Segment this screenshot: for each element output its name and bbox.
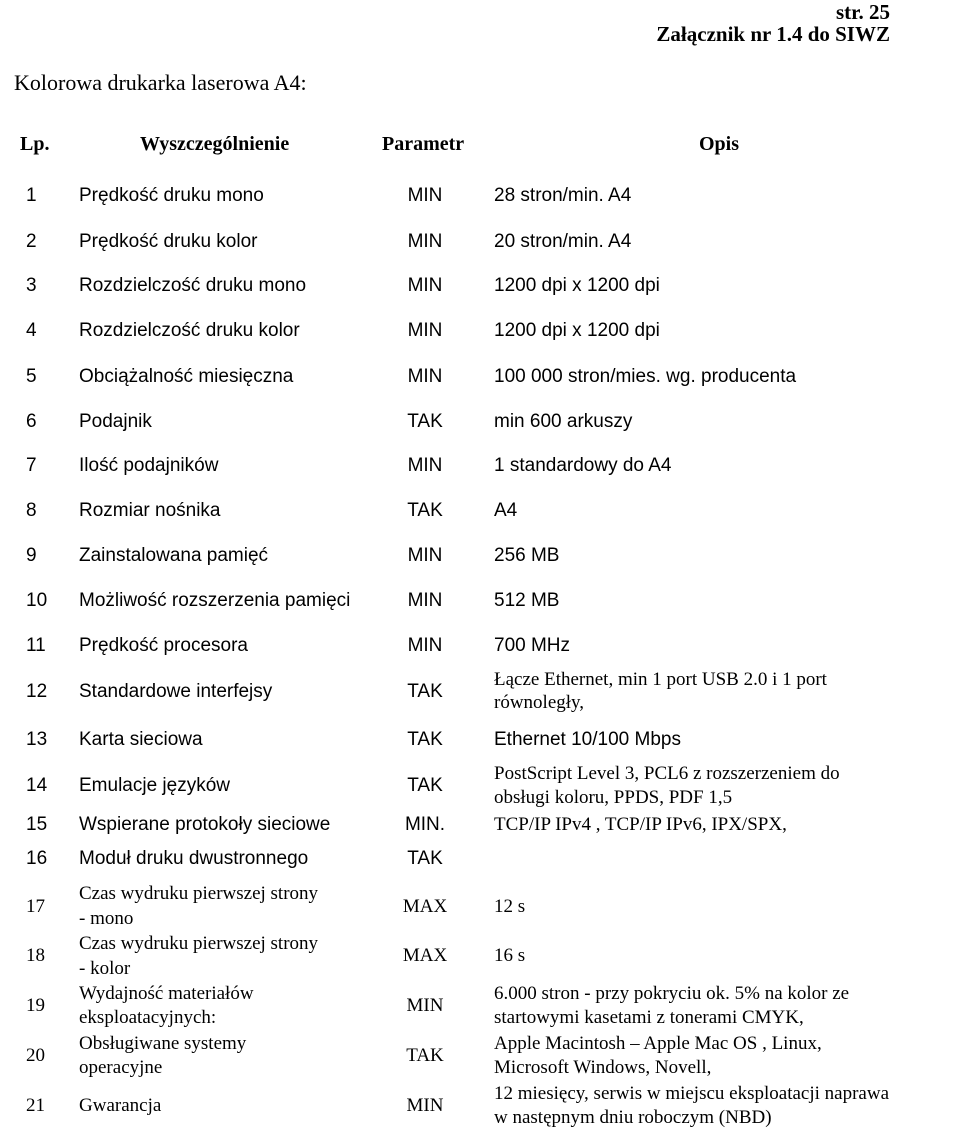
document-title: Kolorowa drukarka laserowa A4: <box>14 70 307 95</box>
row-desc: A4 <box>494 500 518 521</box>
row-number: 6 <box>26 411 37 432</box>
row-desc: Ethernet 10/100 Mbps <box>494 729 681 750</box>
row-item: Prędkość druku mono <box>79 185 264 206</box>
column-header-item: Wyszczególnienie <box>140 133 290 155</box>
row-item: Karta sieciowa <box>79 729 203 750</box>
row-number: 21 <box>26 1095 45 1116</box>
row-param: TAK <box>407 500 443 521</box>
row-param: TAK <box>407 681 443 702</box>
row-item-line-2: eksploatacyjnych: <box>79 1007 217 1028</box>
column-header-desc: Opis <box>699 133 740 155</box>
row-desc: 12 s <box>494 896 526 917</box>
row-param: MAX <box>402 945 448 966</box>
row-param: MIN <box>407 455 443 476</box>
row-item: Prędkość procesora <box>79 635 248 656</box>
row-desc-line-1: 6.000 stron - przy pokryciu ok. 5% na kolor ze <box>494 983 850 1004</box>
row-item-line-1: Obsługiwane systemy <box>79 1033 247 1054</box>
row-param: MIN <box>406 995 444 1016</box>
row-number: 8 <box>26 500 37 521</box>
row-param: MIN <box>407 635 443 656</box>
row-param: TAK <box>407 848 443 869</box>
row-desc: 28 stron/min. A4 <box>494 185 632 206</box>
row-param: MIN <box>407 185 443 206</box>
row-desc: 1200 dpi x 1200 dpi <box>494 275 660 296</box>
row-number: 15 <box>26 814 48 835</box>
row-param: MIN <box>406 1095 444 1116</box>
row-desc: 20 stron/min. A4 <box>494 231 632 252</box>
row-desc: min 600 arkuszy <box>494 411 633 432</box>
row-param: TAK <box>407 411 443 432</box>
row-number: 11 <box>26 635 46 656</box>
row-item: Obciążalność miesięczna <box>79 366 294 387</box>
row-desc-line-1: 12 miesięcy, serwis w miejscu eksploatacji naprawa <box>494 1083 890 1104</box>
row-desc: TCP/IP IPv4 , TCP/IP IPv6, IPX/SPX, <box>494 814 787 835</box>
row-desc: 512 MB <box>494 590 560 611</box>
row-desc-line-2: w następnym dniu roboczym (NBD) <box>494 1107 772 1128</box>
row-desc-line-1: Apple Macintosh – Apple Mac OS , Linux, <box>494 1033 822 1054</box>
row-item-line-1: Czas wydruku pierwszej strony <box>79 883 319 904</box>
row-desc: 1200 dpi x 1200 dpi <box>494 320 660 341</box>
row-item: Możliwość rozszerzenia pamięci <box>79 590 351 611</box>
row-desc-line-2: równoległy, <box>494 692 585 713</box>
row-number: 4 <box>26 320 37 341</box>
page-number: str. 25 <box>835 0 890 24</box>
row-item: Prędkość druku kolor <box>79 231 258 252</box>
row-param: MIN <box>407 275 443 296</box>
row-number: 1 <box>26 185 37 206</box>
row-number: 18 <box>26 945 45 966</box>
row-item: Rozmiar nośnika <box>79 500 221 521</box>
row-number: 14 <box>26 775 48 796</box>
row-number: 13 <box>26 729 48 750</box>
row-number: 2 <box>26 231 37 252</box>
row-item-line-2: operacyjne <box>79 1057 163 1078</box>
row-item: Ilość podajników <box>79 455 219 476</box>
row-item: Moduł druku dwustronnego <box>79 848 309 869</box>
row-param: MIN <box>407 320 443 341</box>
row-desc-line-2: startowymi kasetami z tonerami CMYK, <box>494 1007 804 1028</box>
row-param: TAK <box>407 775 443 796</box>
row-item: Standardowe interfejsy <box>79 681 273 702</box>
row-number: 12 <box>26 681 48 702</box>
row-item: Zainstalowana pamięć <box>79 545 269 566</box>
row-param: MAX <box>402 896 448 917</box>
column-header-lp: Lp. <box>20 133 50 155</box>
row-desc: 100 000 stron/mies. wg. producenta <box>494 366 797 387</box>
row-item-line-1: Czas wydruku pierwszej strony <box>79 933 319 954</box>
annex-label: Załącznik nr 1.4 do SIWZ <box>656 22 890 46</box>
row-item: Rozdzielczość druku kolor <box>79 320 300 341</box>
row-number: 10 <box>26 590 48 611</box>
row-number: 16 <box>26 848 48 869</box>
row-desc-line-2: obsługi koloru, PPDS, PDF 1,5 <box>494 787 733 808</box>
row-desc-line-1: PostScript Level 3, PCL6 z rozszerzeniem do <box>494 763 840 784</box>
row-number: 7 <box>26 455 37 476</box>
row-number: 17 <box>26 896 45 917</box>
column-header-param: Parametr <box>382 133 465 155</box>
row-item-line-2: - kolor <box>79 958 131 979</box>
row-param: MIN <box>407 366 443 387</box>
row-item-line-2: - mono <box>79 908 134 929</box>
row-desc: 700 MHz <box>494 635 571 656</box>
row-number: 3 <box>26 275 37 296</box>
row-item: Wspierane protokoły sieciowe <box>79 814 331 835</box>
row-param: MIN <box>407 545 443 566</box>
row-desc: 1 standardowy do A4 <box>494 455 672 476</box>
row-number: 9 <box>26 545 37 566</box>
row-item: Podajnik <box>79 411 152 432</box>
row-desc-line-1: Łącze Ethernet, min 1 port USB 2.0 i 1 port <box>494 669 827 690</box>
row-number: 19 <box>26 995 45 1016</box>
row-desc: 256 MB <box>494 545 560 566</box>
row-desc-line-2: Microsoft Windows, Novell, <box>494 1057 712 1078</box>
row-item: Emulacje języków <box>79 775 230 796</box>
row-desc: 16 s <box>494 945 526 966</box>
row-param: MIN. <box>404 814 446 835</box>
row-number: 20 <box>26 1045 45 1066</box>
row-item: Rozdzielczość druku mono <box>79 275 307 296</box>
row-param: MIN <box>407 590 443 611</box>
row-item-line-1: Wydajność materiałów <box>79 983 254 1004</box>
row-param: MIN <box>407 231 443 252</box>
row-param: TAK <box>406 1045 444 1066</box>
row-number: 5 <box>26 366 37 387</box>
row-param: TAK <box>407 729 443 750</box>
row-item: Gwarancja <box>79 1095 162 1116</box>
